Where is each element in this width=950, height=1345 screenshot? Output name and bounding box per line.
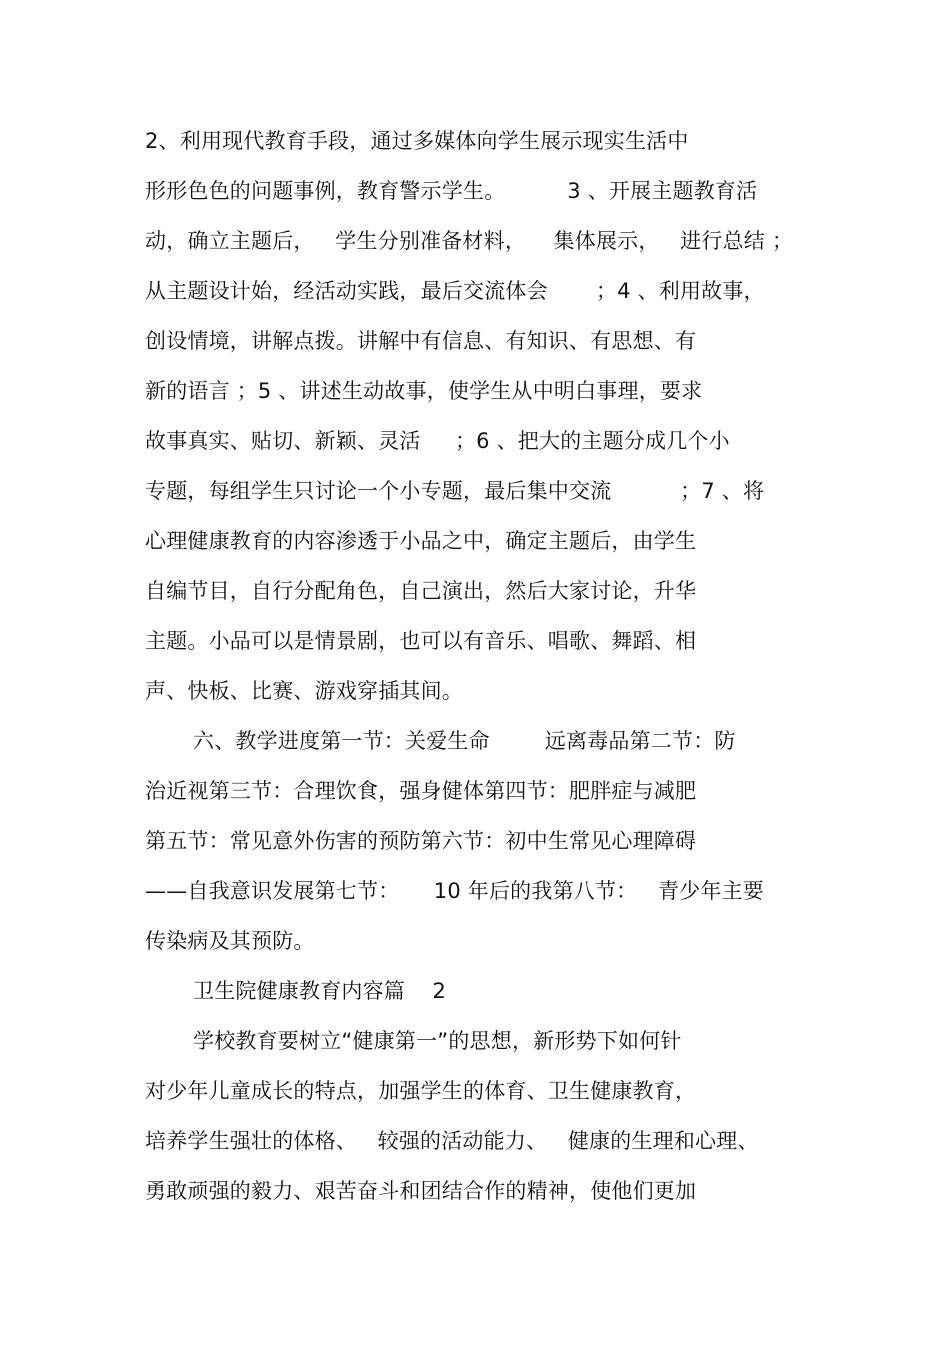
text-line: 培养学生强壮的体格、 较强的活动能力、 健康的生理和心理、 (145, 1129, 759, 1153)
section-heading-line: 六、教学进度第一节：关爱生命 远离毒品第二节：防 (193, 729, 736, 753)
text-line: 声、快板、比赛、游戏穿插其间。 (145, 679, 463, 703)
text-line: ——自我意识发展第七节： 10 年后的我第八节： 青少年主要 (145, 879, 764, 903)
text-line: 新的语言 ；5 、讲述生动故事，使学生从中明白事理，要求 (145, 379, 703, 403)
text-line: 创设情境，讲解点拨。讲解中有信息、有知识、有思想、有 (145, 329, 697, 353)
text-line: 动，确立主题后， 学生分别准备材料， 集体展示， 进行总结 ； (145, 229, 794, 253)
text-line: 治近视第三节：合理饮食，强身健体第四节：肥胖症与减肥 (145, 779, 697, 803)
text-line: 主题。小品可以是情景剧，也可以有音乐、唱歌、舞蹈、相 (145, 629, 697, 653)
text-line: 对少年儿童成长的特点，加强学生的体育、卫生健康教育， (145, 1079, 697, 1103)
text-line: 故事真实、贴切、新颖、灵活 ；6 、把大的主题分成几个小 (145, 429, 730, 453)
text-line: 勇敢顽强的毅力、艰苦奋斗和团结合作的精神，使他们更加 (145, 1179, 697, 1203)
text-line: 专题，每组学生只讨论一个小专题，最后集中交流 ；7 、将 (145, 479, 765, 503)
text-line: 2、利用现代教育手段，通过多媒体向学生展示现实生活中 (145, 129, 689, 153)
text-line: 自编节目，自行分配角色，自己演出，然后大家讨论，升华 (145, 579, 697, 603)
text-line: 心理健康教育的内容渗透于小品之中，确定主题后，由学生 (145, 529, 697, 553)
text-line: 传染病及其预防。 (145, 929, 315, 953)
paragraph-start-line: 学校教育要树立“健康第一”的思想，新形势下如何针 (193, 1029, 682, 1053)
text-line: 形形色色的问题事例，教育警示学生。 3 、开展主题教育活 (145, 179, 758, 203)
text-line: 第五节：常见意外伤害的预防第六节：初中生常见心理障碍 (145, 829, 697, 853)
text-line: 从主题设计始，经活动实践，最后交流体会 ；4 、利用故事， (145, 279, 765, 303)
article-title: 卫生院健康教育内容篇 2 (193, 979, 447, 1003)
